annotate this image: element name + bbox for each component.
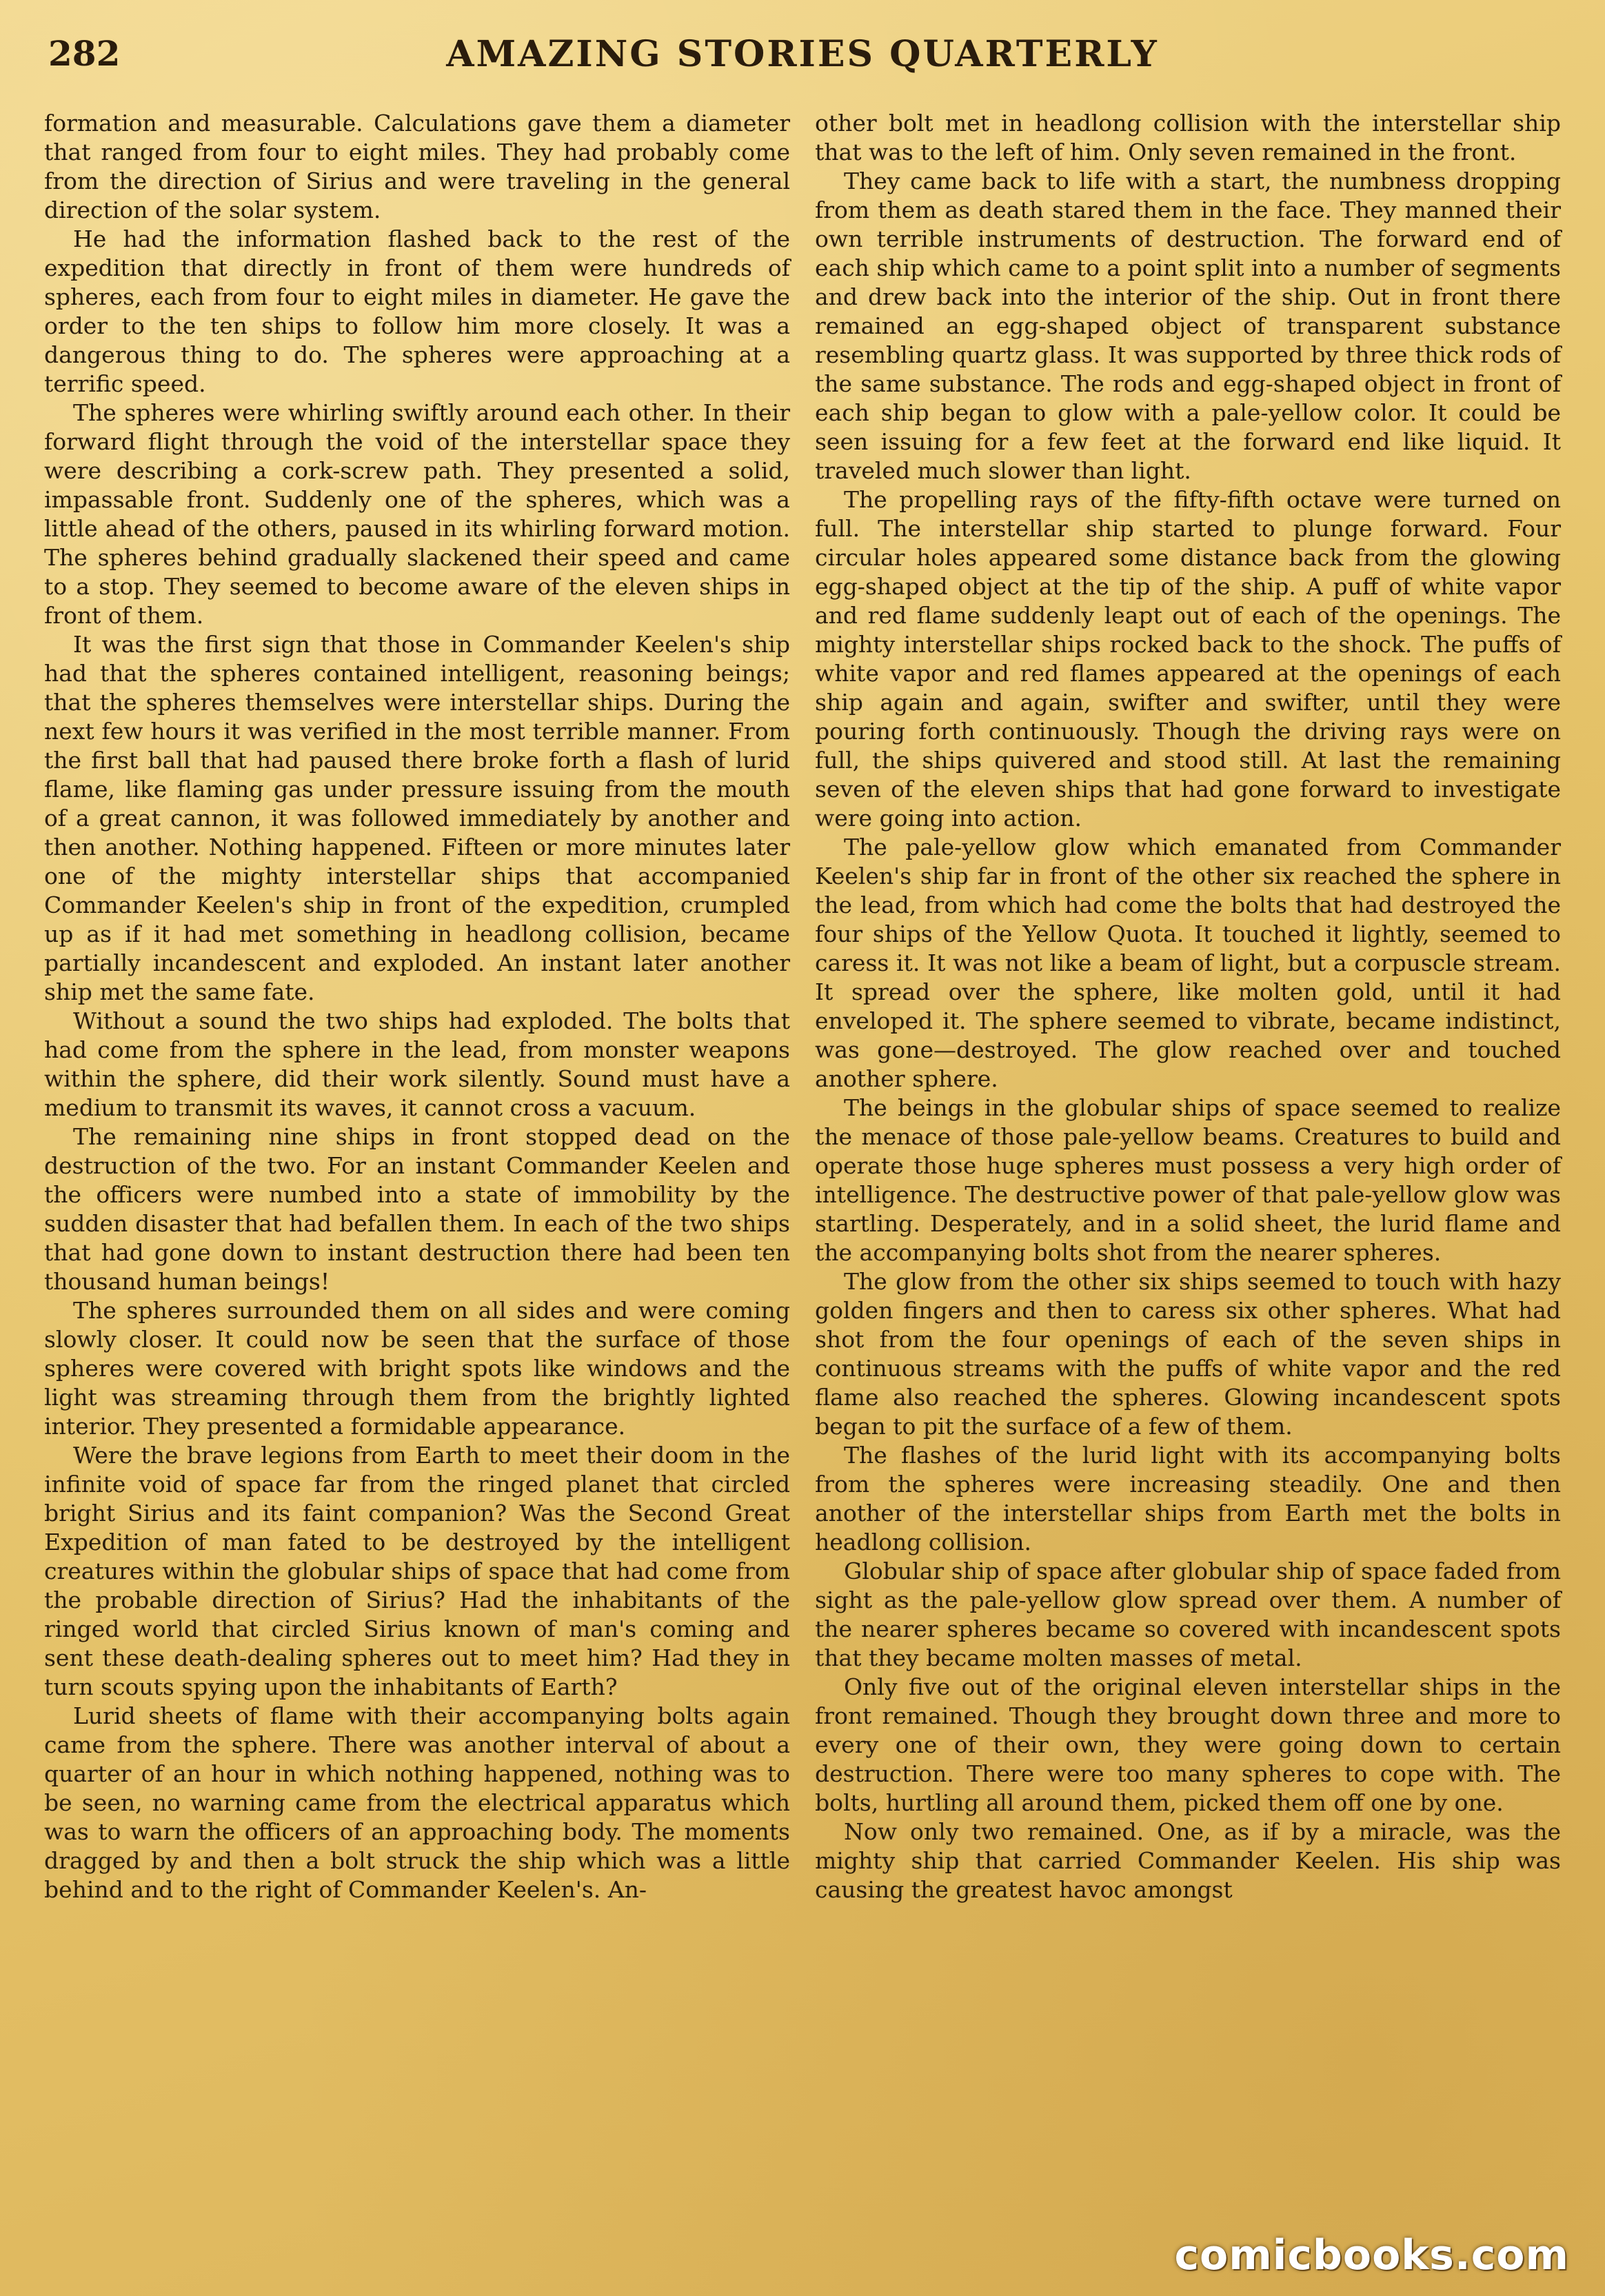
paragraph: The beings in the globular ships of space seemed to realize the menace of those pale-yellow beams. Creatures to build and operate those huge spheres must possess a very high order of intelligence. The destructive power of that pale-yellow glow was startling. Desperately, and in a solid sheet, the lurid flame and the accompanying bolts shot from the nearer spheres. <box>815 1094 1561 1266</box>
running-title: AMAZING STORIES QUARTERLY <box>446 33 1159 75</box>
paragraph: It was the first sign that those in Commander Keelen's ship had that the spheres contained intelligent, reasoning beings; that the spheres themselves were interstellar ships. During the next few hours it was verified in the most terrible manner. From the first ball that had paused there broke forth a flash of lurid flame, like flaming gas under pressure issuing from the mouth of a great cannon, it was followed immediately by another and then another. Nothing happened. Fifteen or more minutes later one of the mighty interstellar ships that accompanied Commander Keelen's ship in front of the expedition, crumpled up as if it had met something in headlong collision, became partially incandescent and exploded. An instant later another ship met the same fate. <box>44 631 790 1005</box>
page-header <box>41 28 1564 83</box>
left-column <box>44 109 790 2234</box>
paragraph: The spheres were whirling swiftly around each other. In their forward flight through the void of the interstellar space they were describing a cork-screw path. They presented a solid, impassable front. Suddenly one of the spheres, which was a little ahead of the others, paused in its whirling forward motion. The spheres behind gradually slackened their speed and came to a stop. They seemed to become aware of the eleven ships in front of them. <box>44 399 790 629</box>
paragraph: formation and measurable. Calculations gave them a diameter that ranged from four to eight miles. They had probably come from the direction of Sirius and were traveling in the general direction of the solar system. <box>44 110 790 223</box>
paragraph: Globular ship of space after globular ship of space faded from sight as the pale-yellow glow spread over them. A number of the nearer spheres became so covered with incandescent spots that they became molten masses of metal. <box>815 1558 1561 1671</box>
right-column <box>815 109 1561 2234</box>
page-number: 282 <box>48 33 121 74</box>
paragraph: The flashes of the lurid light with its accompanying bolts from the spheres were increasing steadily. One and then another of the interstellar ships from Earth met the bolts in headlong collision. <box>815 1442 1561 1555</box>
paragraph: The spheres surrounded them on all sides and were coming slowly closer. It could now be seen that the surface of those spheres were covered with bright spots like windows and the light was streaming through them from the brightly lighted interior. They presented a formidable appearance. <box>44 1297 790 1440</box>
paragraph: Only five out of the original eleven interstellar ships in the front remained. Though they brought down three and more to every one of their own, they were going down to certain destruction. There were too many spheres to cope with. The bolts, hurtling all around them, picked them off one by one. <box>815 1673 1561 1816</box>
paragraph: Without a sound the two ships had exploded. The bolts that had come from the sphere in the lead, from monster weapons within the sphere, did their work silently. Sound must have a medium to transmit its waves, it cannot cross a vacuum. <box>44 1007 790 1121</box>
paragraph: The pale-yellow glow which emanated from Commander Keelen's ship far in front of the other six reached the sphere in the lead, from which had come the bolts that had destroyed the four ships of the Yellow Quota. It touched it lightly, seemed to caress it. It was not like a beam of light, but a corpuscle stream. It spread over the sphere, like molten gold, until it had enveloped it. The sphere seemed to vibrate, became indistinct, was gone—destroyed. The glow reached over and touched another sphere. <box>815 834 1561 1092</box>
paragraph: They came back to life with a start, the numbness dropping from them as death stared them in the face. They manned their own terrible instruments of destruction. The forward end of each ship which came to a point split into a number of segments and drew back into the interior of the ship. Out in front there remained an egg-shaped object of transparent substance resembling quartz glass. It was supported by three thick rods of the same substance. The rods and egg-shaped object in front of each ship began to glow with a pale-yellow color. It could be seen issuing for a few feet at the forward end like liquid. It traveled much slower than light. <box>815 168 1561 484</box>
paragraph: Lurid sheets of flame with their accompanying bolts again came from the sphere. There was another interval of about a quarter of an hour in which nothing happened, nothing was to be seen, no warning came from the electrical apparatus which was to warn the officers of an approaching body. The moments dragged by and then a bolt struck the ship which was a little behind and to the right of Commander Keelen's. An- <box>44 1702 790 1903</box>
paragraph: The remaining nine ships in front stopped dead on the destruction of the two. For an instant Commander Keelen and the officers were numbed into a state of immobility by the sudden disaster that had befallen them. In each of the two ships that had gone down to instant destruction there had been ten thousand human beings! <box>44 1123 790 1295</box>
paragraph: The propelling rays of the fifty-fifth octave were turned on full. The interstellar ship started to plunge forward. Four circular holes appeared some distance back from the glowing egg-shaped object at the tip of the ship. A puff of white vapor and red flame suddenly leapt out of each of the openings. The mighty interstellar ships rocked back to the shock. The puffs of white vapor and red flames appeared at the openings of each ship again and again, swifter and swifter, until they were pouring forth continuously. Though the driving rays were on full, the ships quivered and stood still. At last the remaining seven of the eleven ships that had gone forward to investigate were going into action. <box>815 486 1561 832</box>
paragraph: Were the brave legions from Earth to meet their doom in the infinite void of space far from the ringed planet that circled bright Sirius and its faint companion? Was the Second Great Expedition of man fated to be destroyed by the intelligent creatures within the globular ships of space that had come from the probable direction of Sirius? Had the inhabitants of the ringed world that circled Sirius known of man's coming and sent these death-dealing spheres out to meet him? Had they in turn scouts spying upon the inhabitants of Earth? <box>44 1442 790 1700</box>
paragraph: He had the information flashed back to the rest of the expedition that directly in front of them were hundreds of spheres, each from four to eight miles in diameter. He gave the order to the ten ships to follow him more closely. It was a dangerous thing to do. The spheres were approaching at a terrific speed. <box>44 225 790 397</box>
text-columns <box>44 109 1561 2234</box>
watermark: comicbooks.com <box>1174 2231 1569 2279</box>
paragraph: The glow from the other six ships seemed to touch with hazy golden fingers and then to caress six other spheres. What had shot from the four openings of each of the seven ships in continuous streams with the puffs of white vapor and the red flame also reached the spheres. Glowing incandescent spots began to pit the surface of a few of them. <box>815 1268 1561 1440</box>
paragraph: Now only two remained. One, as if by a miracle, was the mighty ship that carried Commander Keelen. His ship was causing the greatest havoc amongst <box>815 1818 1561 1903</box>
paragraph: other bolt met in headlong collision with the interstellar ship that was to the left of him. Only seven remained in the front. <box>815 110 1561 165</box>
